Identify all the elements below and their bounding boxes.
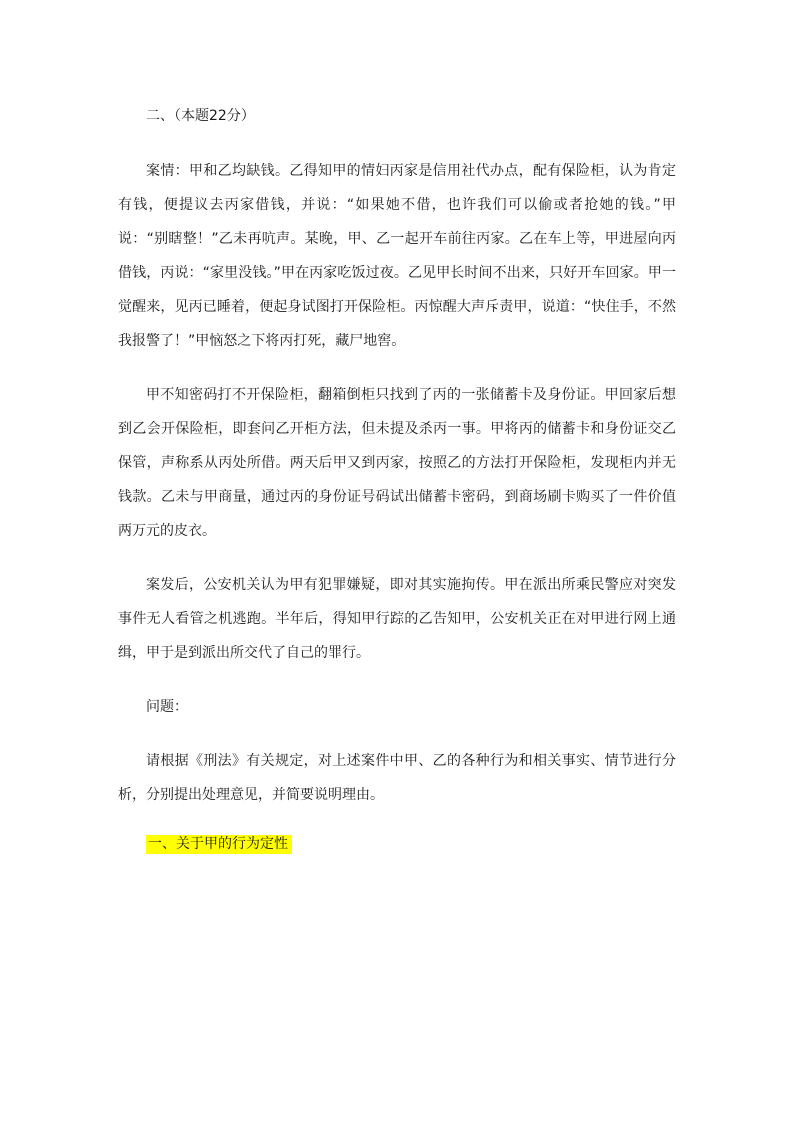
case-paragraph-1: 案情：甲和乙均缺钱。乙得知甲的情妇丙家是信用社代办点，配有保险柜，认为肯定有钱，便提议去丙家借钱，并说：“如果她不借，也许我们可以偷或者抢她的钱。”甲说：“别瞎整！”乙未再吭声。某晚，甲、乙一起开车前往丙家。乙在车上等，甲进屋向丙借钱，丙说：“家里没钱。”甲在丙家吃饭过夜。乙见甲长时间不出来，只好开车回家。甲一觉醒来，见丙已睡着，便起身试图打开保险柜。丙惊醒大声斥责甲，说道：“快住手，不然我报警了！”甲恼怒之下将丙打死，藏尸地窖。 [118, 163, 676, 349]
question-label: 问题： [146, 699, 188, 715]
document-content [118, 104, 676, 856]
case-paragraph-2: 甲不知密码打不开保险柜，翻箱倒柜只找到了丙的一张储蓄卡及身份证。甲回家后想到乙会开保险柜，即套问乙开柜方法，但未提及杀丙一事。甲将丙的储蓄卡和身份证交乙保管，声称系从丙处所借。两天后甲又到丙家，按照乙的方法打开保险柜，发现柜内并无钱款。乙未与甲商量，通过丙的身份证号码试出储蓄卡密码，到商场刷卡购买了一件价值两万元的皮衣。 [118, 387, 676, 539]
highlighted-heading-row [146, 832, 676, 856]
question-text: 请根据《刑法》有关规定，对上述案件中甲、乙的各种行为和相关事实、情节进行分析，分别提出处理意见，并简要说明理由。 [118, 753, 676, 803]
case-paragraph-3: 案发后，公安机关认为甲有犯罪嫌疑，即对其实施拘传。甲在派出所乘民警应对突发事件无人看管之机逃跑。半年后，得知甲行踪的乙告知甲，公安机关正在对甲进行网上通缉，甲于是到派出所交代了自己的罪行。 [118, 577, 676, 661]
highlighted-heading: 一、关于甲的行为定性 [146, 835, 292, 854]
section-title: 二、（本题22分） [146, 108, 255, 124]
